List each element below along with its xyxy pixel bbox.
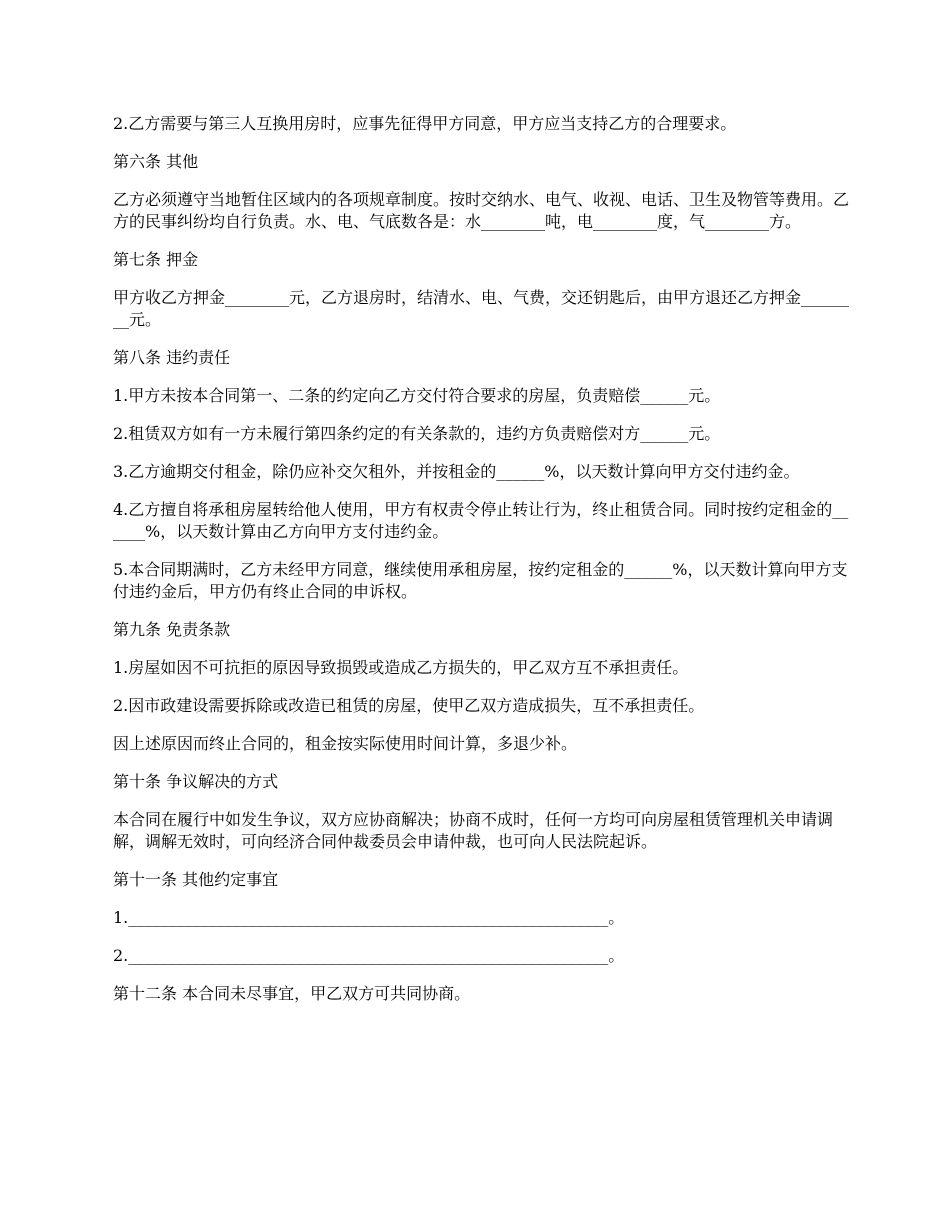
- clause-7-body: 甲方收乙方押金________元，乙方退房时，结清水、电、气费，交还钥匙后，由甲方退还乙方押金________元。: [113, 288, 850, 329]
- clause-9-note: 因上述原因而终止合同的，租金按实际使用时间计算，多退少补。: [113, 734, 578, 753]
- clause-9-item-1: 1.房屋如因不可抗拒的原因导致损毁或造成乙方损失的，甲乙双方互不承担责任。: [113, 658, 689, 677]
- clause-6-heading: 第六条 其他: [113, 152, 199, 171]
- clause-8-heading: 第八条 违约责任: [113, 348, 231, 367]
- clause-11-item-2: 2.____________________________________________________________。: [113, 946, 625, 965]
- clause-9-item-2: 2.因市政建设需要拆除或改造已租赁的房屋，使甲乙双方造成损失，互不承担责任。: [113, 696, 705, 715]
- clause-8-item-4: 4.乙方擅自将承租房屋转给他人使用，甲方有权责令停止转让行为，终止租赁合同。同时按约定租金的______%，以天数计算由乙方向甲方支付违约金。: [113, 500, 849, 541]
- clause-12: 第十二条 本合同未尽事宜，甲乙双方可共同协商。: [113, 984, 471, 1003]
- contract-page: [113, 113, 853, 1021]
- clause-5-item-2: 2.乙方需要与第三人互换用房时，应事先征得甲方同意，甲方应当支持乙方的合理要求。: [113, 114, 737, 133]
- clause-8-item-2: 2.租赁双方如有一方未履行第四条约定的有关条款的，违约方负责赔偿对方______元。: [113, 424, 721, 443]
- clause-6-body: 乙方必须遵守当地暂住区域内的各项规章制度。按时交纳水、电气、收视、电话、卫生及物管等费用。乙方的民事纠纷均自行负责。水、电、气底数各是：水________吨，电________度，气________方。: [113, 190, 850, 231]
- clause-8-item-3: 3.乙方逾期交付租金，除仍应补交欠租外，并按租金的______%，以天数计算向甲方交付违约金。: [113, 462, 800, 481]
- clause-7-heading: 第七条 押金: [113, 250, 199, 269]
- clause-11-item-1: 1.____________________________________________________________。: [113, 908, 625, 927]
- clause-11-heading: 第十一条 其他约定事宜: [113, 870, 279, 889]
- clause-10-heading: 第十条 争议解决的方式: [113, 772, 279, 791]
- clause-9-heading: 第九条 免责条款: [113, 620, 231, 639]
- clause-8-item-5: 5.本合同期满时，乙方未经甲方同意，继续使用承租房屋，按约定租金的______%，以天数计算向甲方支付违约金后，甲方仍有终止合同的申诉权。: [113, 560, 848, 601]
- clause-10-body: 本合同在履行中如发生争议，双方应协商解决；协商不成时，任何一方均可向房屋租赁管理机关申请调解，调解无效时，可向经济合同仲裁委员会申请仲裁，也可向人民法院起诉。: [113, 810, 834, 851]
- clause-8-item-1: 1.甲方未按本合同第一、二条的约定向乙方交付符合要求的房屋，负责赔偿______元。: [113, 386, 721, 405]
